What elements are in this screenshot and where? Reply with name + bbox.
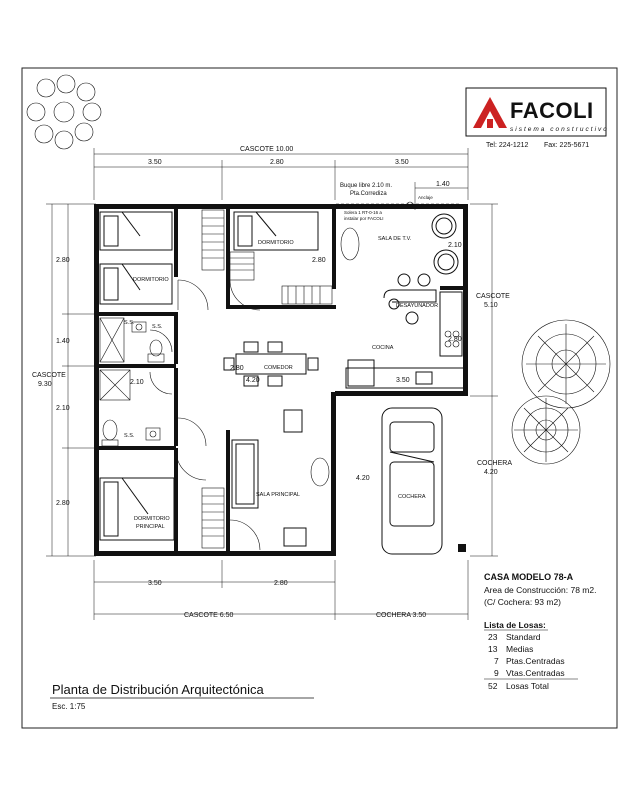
plant-icon [311,458,329,486]
losas-list [484,620,578,691]
dim-in-420a: 4.20 [246,377,260,384]
room-sala-tv: SALA DE T.V. [378,236,412,242]
closet-icon [282,286,332,304]
dim-in-210a: 2.10 [448,242,462,249]
dim-top-c: 3.50 [395,159,409,166]
dim-top-a: 3.50 [148,159,162,166]
room-ss-1: S.S. [124,320,135,326]
facoli-logo [466,88,609,136]
room-desayunador: DESAYUNADOR [396,303,439,309]
drawing-scale: Esc. 1:75 [52,702,86,711]
losas-label: Vtas.Centradas [506,668,565,678]
note-solera-1: Solera 1 RT-0-16 a [344,210,382,215]
note-solera-2: instalar por FACOLI [344,216,384,221]
bed-icon [100,478,174,540]
room-dormitorio-principal-2: PRINCIPAL [136,524,165,530]
dim-bot-b: 2.80 [274,580,288,587]
drawing-title: Planta de Distribución Arquitectónica [52,682,264,697]
room-dormitorio-2: DORMITORIO [258,240,294,246]
room-ss-2: S.S. [124,433,135,439]
losas-label: Standard [506,632,541,642]
brand-fax: Fax: 225-5671 [544,142,590,149]
model-area-garage: (C/ Cochera: 93 m2) [484,597,561,607]
dimension-lines-top [94,148,468,210]
bed-icon [100,212,172,250]
dimension-lines-bottom [94,560,468,620]
model-area: Area de Construcción: 78 m2. [484,585,597,595]
dim-left-total-2: 9.30 [38,381,52,388]
fridge-icon [348,360,374,386]
room-comedor: COMEDOR [264,365,293,371]
dim-top-total: CASCOTE 10.00 [240,146,294,153]
room-dormitorio-principal-1: DORMITORIO [134,516,170,522]
brand-name: FACOLI [510,98,594,123]
closet-icon [202,488,224,548]
losas-qty: 52 [488,681,498,691]
losas-qty: 7 [494,656,499,666]
dim-bot-coch: COCHERA 3.50 [376,612,427,619]
room-dormitorio-1: DORMITORIO [133,277,169,283]
closet-icon [202,210,224,270]
dim-left-d: 2.80 [56,500,70,507]
sofa-icon [232,440,258,508]
dim-in-280b: 2.80 [448,336,462,343]
dim-top-b: 2.80 [270,159,284,166]
armchair-icon [284,410,306,546]
dim-in-280c: 2.80 [230,365,244,372]
door-swing-icon [150,280,260,550]
dimension-lines-left [46,204,96,556]
room-ss-3: S.S. [152,324,163,330]
dim-right-casc-1: CASCOTE [476,293,510,300]
losas-qty: 13 [488,644,498,654]
tree-icon [522,320,610,408]
dim-right-coch-2: 4.20 [484,469,498,476]
dim-left-a: 2.80 [56,257,70,264]
shower-icon [100,318,130,400]
dim-left-total-1: CASCOTE [32,372,66,379]
note-anclaje: Anclaje [418,195,433,200]
losas-heading: Lista de Losas: [484,620,546,630]
breakfast-bar-icon [384,274,439,324]
walls [94,204,468,556]
losas-label: Ptas.Centradas [506,656,565,666]
dining-table-icon [224,342,318,386]
dim-right-coch-1: COCHERA [477,460,513,467]
room-sala-principal: SALA PRINCIPAL [256,492,300,498]
losas-label: Losas Total [506,681,549,691]
toilet-icon [102,340,164,446]
dim-top-d: 1.40 [436,181,450,188]
room-cochera: COCHERA [398,494,426,500]
bed-icon [100,264,172,304]
losas-label: Medias [506,644,534,654]
tv-stand-icon [341,228,359,260]
losas-qty: 23 [488,632,498,642]
column-marker [458,544,466,552]
closet-icon [230,252,254,280]
dimension-lines-right [470,204,498,556]
losas-qty: 9 [494,668,499,678]
dim-bot-a: 3.50 [148,580,162,587]
brand-tagline: sistema constructivo [510,126,609,133]
note-buque-1: Buque libre 2.10 m. [340,183,393,189]
dim-in-350: 3.50 [396,377,410,384]
tree-icon [512,396,580,464]
dim-right-casc-2: 5.10 [484,302,498,309]
dim-left-c: 2.10 [56,405,70,412]
plant-icon [27,75,101,149]
room-cocina: COCINA [372,345,394,351]
model-name: CASA MODELO 78-A [484,572,574,582]
dim-in-280a: 2.80 [312,257,326,264]
brand-tel: Tel: 224-1212 [486,142,529,149]
dim-in-210b: 2.10 [130,379,144,386]
dim-bot-casc: CASCOTE 6.50 [184,612,234,619]
dim-in-420b: 4.20 [356,475,370,482]
dim-left-b: 1.40 [56,338,70,345]
note-buque-2: Pta.Corrediza [350,191,387,197]
car-icon [382,408,442,554]
